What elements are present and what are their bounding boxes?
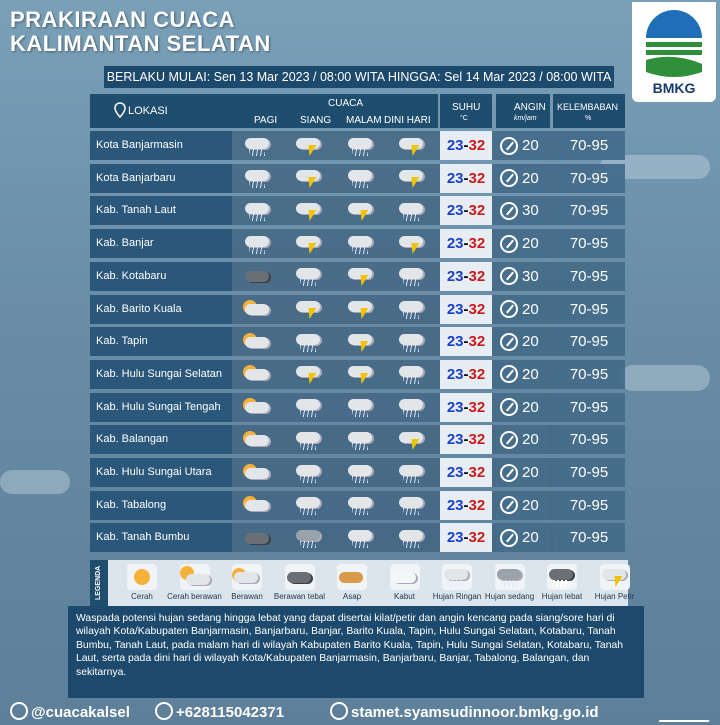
temp-min: 23 xyxy=(446,137,464,154)
location-name: Kab. Hulu Sungai Selatan xyxy=(90,360,232,389)
hujan-ringan-icon xyxy=(294,331,324,353)
wind-speed: 30 xyxy=(522,202,539,220)
instagram-icon xyxy=(10,702,28,720)
temp-max: 32 xyxy=(468,431,486,449)
temp-min: 23 xyxy=(446,169,464,187)
hujan-petir-icon xyxy=(397,429,427,451)
location-name: Kab. Barito Kuala xyxy=(90,295,232,324)
temp-max: 32 xyxy=(468,365,486,383)
berawan-icon xyxy=(243,298,273,320)
hujan-ringan-icon xyxy=(346,527,376,549)
header-kelembaban-label: KELEMBABAN xyxy=(557,102,619,112)
legend-label: Cerah berawan xyxy=(167,592,222,601)
berawan-tebal-icon xyxy=(243,527,273,549)
location-name: Kab. Kotabaru xyxy=(90,262,232,291)
berawan-icon xyxy=(243,396,273,418)
temperature: 23-32 xyxy=(440,425,492,454)
temp-min: 23 xyxy=(446,267,464,285)
wind xyxy=(496,196,550,225)
temperature: 23-32 xyxy=(440,393,492,422)
wind-speed: 20 xyxy=(522,529,539,547)
humidity: 70-95 xyxy=(553,360,625,389)
hujan-ringan-icon xyxy=(397,331,427,353)
website-link[interactable]: stamet.syamsudinnoor.bmkg.go.id xyxy=(351,704,599,721)
wind-speed: 20 xyxy=(522,496,539,514)
hujan-ringan-icon xyxy=(442,566,472,588)
hujan-petir-icon xyxy=(397,233,427,255)
wind-speed: 20 xyxy=(522,431,539,449)
location-name: Kab. Hulu Sungai Tengah xyxy=(90,393,232,422)
wind xyxy=(496,164,550,193)
hujan-petir-icon xyxy=(294,135,324,157)
humidity: 70-95 xyxy=(553,229,625,258)
legend-label: Hujan lebat xyxy=(541,592,583,601)
berawan-icon xyxy=(243,363,273,385)
cerah-icon xyxy=(127,566,157,588)
page-title xyxy=(10,8,271,56)
wind-speed: 20 xyxy=(522,235,539,253)
header-angin xyxy=(496,94,550,128)
hujan-petir-icon xyxy=(294,200,324,222)
hujan-ringan-icon xyxy=(346,396,376,418)
hujan-ringan-icon xyxy=(397,527,427,549)
hujan-petir-icon xyxy=(397,135,427,157)
wind xyxy=(496,523,550,552)
decor-cloud xyxy=(0,470,70,494)
period-malam: MALAM xyxy=(346,115,382,126)
wind xyxy=(496,295,550,324)
header-angin-unit: km/jam xyxy=(514,115,537,122)
hujan-ringan-icon xyxy=(397,265,427,287)
temperature: 23-32 xyxy=(440,196,492,225)
temp-min: 23 xyxy=(446,464,464,481)
legend-item xyxy=(221,564,273,601)
wind-speed: 20 xyxy=(522,464,539,481)
hujan-ringan-icon xyxy=(294,462,324,484)
humidity: 70-95 xyxy=(553,425,625,454)
temperature: 23-32 xyxy=(440,360,492,389)
bmkg-logo-icon xyxy=(632,2,716,82)
weather-icons xyxy=(232,458,438,487)
temp-min: 23 xyxy=(446,431,464,449)
hujan-petir-icon xyxy=(346,363,376,385)
berawan-tebal-icon xyxy=(285,566,315,588)
hujan-ringan-icon xyxy=(397,396,427,418)
legend-item xyxy=(326,564,378,601)
hujan-ringan-icon xyxy=(294,494,324,516)
weather-icons xyxy=(232,262,438,291)
location-name: Kota Banjarbaru xyxy=(90,164,232,193)
temp-min: 23 xyxy=(446,235,464,253)
wind-speed: 20 xyxy=(522,169,539,187)
temp-max: 32 xyxy=(468,169,486,187)
header-suhu-label: SUHU xyxy=(452,102,481,113)
temp-max: 32 xyxy=(468,137,486,154)
whatsapp-number[interactable]: +628115042371 xyxy=(176,704,285,721)
legend-item xyxy=(431,564,483,601)
validity-banner: BERLAKU MULAI: Sen 13 Mar 2023 / 08:00 WITA HINGGA: Sel 14 Mar 2023 / 08:00 WITA xyxy=(104,66,614,88)
location-pin-icon xyxy=(114,102,126,118)
header-suhu-unit: °C xyxy=(460,115,468,122)
temperature: 23-32 xyxy=(440,491,492,520)
header-angin-label: ANGIN xyxy=(514,102,546,113)
compass-icon xyxy=(500,365,518,383)
warning-note: Waspada potensi hujan sedang hingga lebat yang dapat disertai kilat/petir dan angin kencang pada siang/sore hari di wilayah Kota/Kabupaten Banjarmasin, Banjarbaru, Banjar, Barito Kuala, Tapin, Hulu Sungai Selatan, Kotabaru, Tanah Bumbu, Tanah Laut, pada malam hari di wilayah Kabupaten Barito Kuala, Tapin, Hulu Sungai Selatan, Kotabaru, Tanah Laut, serta pada dini hari di wilayah Kota/Kabupaten Banjarmasin, Banjarbaru, Banjar, Tabalong, Balangan, dan sekitarnya. xyxy=(68,606,644,698)
berawan-icon xyxy=(232,566,262,588)
compass-icon xyxy=(500,235,518,253)
compass-icon xyxy=(500,398,518,416)
location-name: Kab. Hulu Sungai Utara xyxy=(90,458,232,487)
whatsapp-icon xyxy=(155,702,173,720)
temperature: 23-32 xyxy=(440,131,492,160)
legend-label: Cerah xyxy=(131,592,153,601)
compass-icon xyxy=(500,169,518,187)
hujan-ringan-icon xyxy=(346,462,376,484)
legend-item xyxy=(589,564,641,601)
wind xyxy=(496,360,550,389)
temperature: 23-32 xyxy=(440,458,492,487)
humidity: 70-95 xyxy=(553,491,625,520)
temperature: 23-32 xyxy=(440,164,492,193)
humidity: 70-95 xyxy=(553,164,625,193)
legend-item xyxy=(274,564,326,601)
wind xyxy=(496,131,550,160)
legend-label: Hujan Petir xyxy=(594,592,635,601)
header-cuaca-label: CUACA xyxy=(328,98,364,109)
hujan-ringan-icon xyxy=(346,233,376,255)
location-name: Kab. Banjar xyxy=(90,229,232,258)
weather-icons xyxy=(232,425,438,454)
legend-label: Hujan sedang xyxy=(484,592,535,601)
humidity: 70-95 xyxy=(553,393,625,422)
temp-min: 23 xyxy=(446,398,464,416)
compass-icon xyxy=(500,464,518,482)
location-name: Kab. Tanah Laut xyxy=(90,196,232,225)
asap-icon xyxy=(337,566,367,588)
compass-icon xyxy=(500,431,518,449)
hujan-petir-icon xyxy=(294,233,324,255)
compass-icon xyxy=(500,496,518,514)
legend-item xyxy=(484,564,536,601)
location-name: Kota Banjarmasin xyxy=(90,131,232,160)
legend-item xyxy=(379,564,431,601)
compass-icon xyxy=(500,333,518,351)
temp-min: 23 xyxy=(446,496,464,514)
wind-speed: 20 xyxy=(522,300,539,318)
temp-max: 32 xyxy=(468,333,486,351)
humidity: 70-95 xyxy=(553,196,625,225)
humidity: 70-95 xyxy=(553,458,625,487)
compass-icon xyxy=(500,529,518,547)
humidity: 70-95 xyxy=(553,295,625,324)
hujan-sedang-icon xyxy=(294,527,324,549)
temperature: 23-32 xyxy=(440,523,492,552)
legend-item xyxy=(536,564,588,601)
hujan-ringan-icon xyxy=(397,494,427,516)
hujan-ringan-icon xyxy=(346,167,376,189)
footer xyxy=(0,700,720,725)
hujan-lebat-icon xyxy=(547,566,577,588)
temp-max: 32 xyxy=(468,300,486,318)
legend-item xyxy=(169,564,221,601)
temp-max: 32 xyxy=(468,529,486,547)
compass-icon xyxy=(500,202,518,220)
hujan-petir-icon xyxy=(294,298,324,320)
weather-icons xyxy=(232,295,438,324)
weather-icons xyxy=(232,131,438,160)
wind xyxy=(496,393,550,422)
hujan-ringan-icon xyxy=(243,167,273,189)
legend-item xyxy=(116,564,168,601)
temp-max: 32 xyxy=(468,202,486,220)
temp-max: 32 xyxy=(468,267,486,285)
signature-mark xyxy=(659,704,716,722)
temperature: 23-32 xyxy=(440,327,492,356)
logo-text: BMKG xyxy=(652,80,696,96)
wind xyxy=(496,327,550,356)
hujan-ringan-icon xyxy=(346,135,376,157)
weather-icons xyxy=(232,196,438,225)
legend-label: Hujan Ringan xyxy=(432,592,482,601)
legend-label: Kabut xyxy=(394,592,415,601)
temp-max: 32 xyxy=(468,235,486,253)
wind-speed: 30 xyxy=(522,267,539,285)
hujan-ringan-icon xyxy=(346,494,376,516)
wind-speed: 20 xyxy=(522,333,539,351)
hujan-petir-icon xyxy=(294,363,324,385)
period-dini-hari: DINI HARI xyxy=(384,115,431,126)
location-name: Kab. Balangan xyxy=(90,425,232,454)
hujan-ringan-icon xyxy=(243,135,273,157)
location-name: Kab. Tapin xyxy=(90,327,232,356)
wind xyxy=(496,262,550,291)
temp-min: 23 xyxy=(446,333,464,351)
hujan-ringan-icon xyxy=(346,429,376,451)
header-cuaca xyxy=(232,94,438,128)
compass-icon xyxy=(500,267,518,285)
globe-icon xyxy=(330,702,348,720)
hujan-petir-icon xyxy=(346,298,376,320)
weather-icons xyxy=(232,393,438,422)
berawan-tebal-icon xyxy=(243,265,273,287)
wind xyxy=(496,458,550,487)
hujan-ringan-icon xyxy=(294,429,324,451)
header-lokasi xyxy=(90,94,232,128)
hujan-petir-icon xyxy=(346,265,376,287)
weather-icons xyxy=(232,491,438,520)
header-kelembaban xyxy=(553,94,625,128)
hujan-sedang-icon xyxy=(495,566,525,588)
hujan-petir-icon xyxy=(346,200,376,222)
temp-max: 32 xyxy=(468,496,486,514)
legend-label: Asap xyxy=(342,592,362,601)
temperature: 23-32 xyxy=(440,262,492,291)
hujan-ringan-icon xyxy=(243,233,273,255)
temp-min: 23 xyxy=(446,365,464,383)
berawan-icon xyxy=(243,494,273,516)
temp-min: 23 xyxy=(446,529,464,547)
hujan-ringan-icon xyxy=(294,265,324,287)
humidity: 70-95 xyxy=(553,523,625,552)
weather-icons xyxy=(232,523,438,552)
header-suhu xyxy=(440,94,492,128)
wind xyxy=(496,491,550,520)
hujan-petir-icon xyxy=(600,566,630,588)
temp-max: 32 xyxy=(468,464,486,481)
legend-label: Berawan xyxy=(231,592,263,601)
berawan-icon xyxy=(243,331,273,353)
location-name: Kab. Tanah Bumbu xyxy=(90,523,232,552)
humidity: 70-95 xyxy=(553,131,625,160)
hujan-ringan-icon xyxy=(243,200,273,222)
kabut-icon xyxy=(390,566,420,588)
berawan-icon xyxy=(243,462,273,484)
hujan-petir-icon xyxy=(294,167,324,189)
hujan-ringan-icon xyxy=(294,396,324,418)
location-name: Kab. Tabalong xyxy=(90,491,232,520)
instagram-handle[interactable]: @cuacakalsel xyxy=(31,704,130,721)
wind xyxy=(496,425,550,454)
hujan-ringan-icon xyxy=(397,462,427,484)
hujan-petir-icon xyxy=(397,167,427,189)
legend-label: Berawan tebal xyxy=(273,592,326,601)
weather-icons xyxy=(232,360,438,389)
temp-min: 23 xyxy=(446,300,464,318)
period-pagi: PAGI xyxy=(254,115,278,126)
title-line-2: KALIMANTAN SELATAN xyxy=(10,31,271,56)
weather-icons xyxy=(232,229,438,258)
wind-speed: 20 xyxy=(522,398,539,416)
weather-icons xyxy=(232,327,438,356)
compass-icon xyxy=(500,137,518,155)
hujan-ringan-icon xyxy=(397,200,427,222)
hujan-petir-icon xyxy=(346,331,376,353)
bmkg-logo xyxy=(632,2,716,102)
legend xyxy=(90,560,635,606)
title-line-1: PRAKIRAAN CUACA xyxy=(10,7,236,32)
cerah-berawan-icon xyxy=(180,566,210,588)
temp-min: 23 xyxy=(446,202,464,220)
hujan-ringan-icon xyxy=(397,298,427,320)
temp-max: 32 xyxy=(468,398,486,416)
hujan-ringan-icon xyxy=(397,363,427,385)
header-kelembaban-unit: % xyxy=(585,115,592,122)
temperature: 23-32 xyxy=(440,229,492,258)
wind xyxy=(496,229,550,258)
humidity: 70-95 xyxy=(553,262,625,291)
wind-speed: 20 xyxy=(522,137,539,154)
temperature: 23-32 xyxy=(440,295,492,324)
weather-icons xyxy=(232,164,438,193)
decor-cloud xyxy=(620,365,710,391)
period-siang: SIANG xyxy=(300,115,332,126)
header-lokasi-label: LOKASI xyxy=(128,105,168,117)
compass-icon xyxy=(500,300,518,318)
wind-speed: 20 xyxy=(522,365,539,383)
humidity: 70-95 xyxy=(553,327,625,356)
legend-tag: LEGENDA xyxy=(90,560,108,606)
berawan-icon xyxy=(243,429,273,451)
